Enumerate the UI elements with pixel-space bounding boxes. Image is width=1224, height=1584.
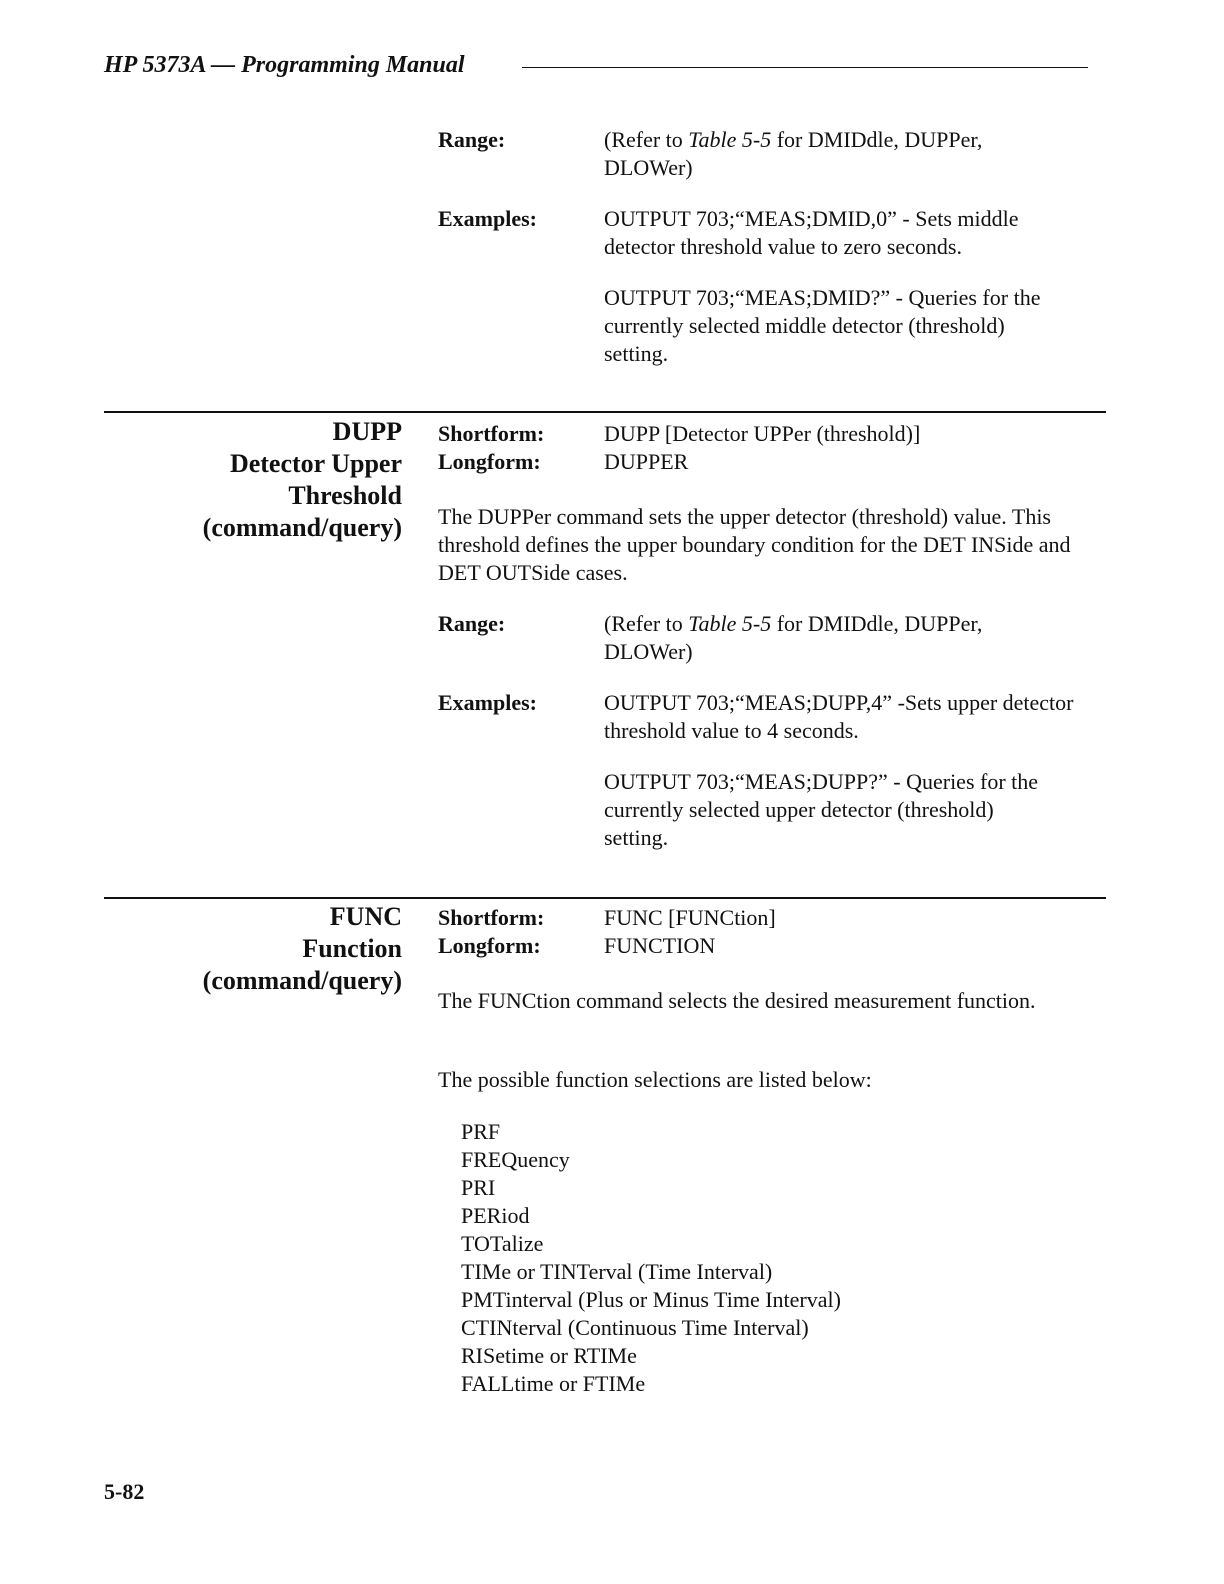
page-number: 5-82 — [104, 1479, 145, 1504]
command-name: FUNC — [329, 902, 402, 931]
command-type: (command/query) — [202, 966, 402, 995]
list-item: PERiod — [461, 1203, 530, 1228]
description: The FUNCtion command selects the desired measurement function. — [438, 988, 1036, 1013]
table-reference: Table 5-5 — [688, 611, 772, 636]
range-value: (Refer to Table 5-5 for DMIDdle, DUPPer, DLOWer) — [604, 127, 983, 180]
description: The DUPPer command sets the upper detector (threshold) value. This threshold defines the upper boundary condition for the DET INSide and DET OUTSide cases. — [438, 504, 1071, 585]
section-divider — [104, 897, 1106, 899]
command-name: DUPP — [332, 417, 402, 446]
list-item: FREQuency — [461, 1147, 570, 1172]
header-rule — [522, 67, 1088, 68]
command-title: Detector Upper — [229, 449, 402, 478]
function-list — [461, 1118, 841, 1398]
example-text: OUTPUT 703;“MEAS;DUPP?” - Queries for the currently selected upper detector (threshold) setting. — [604, 769, 1039, 850]
page-header-title: HP 5373A — Programming Manual — [104, 52, 465, 78]
range-label: Range: — [438, 127, 506, 152]
range-value: (Refer to Table 5-5 for DMIDdle, DUPPer, DLOWer) — [604, 611, 983, 664]
table-reference: Table 5-5 — [688, 127, 772, 152]
list-item: TIMe or TINTerval (Time Interval) — [461, 1259, 773, 1284]
list-item: PMTinterval (Plus or Minus Time Interval) — [461, 1287, 841, 1312]
longform-label: Longform: — [438, 449, 541, 474]
list-item: PRI — [461, 1175, 496, 1200]
list-intro: The possible function selections are listed below: — [438, 1067, 872, 1092]
func-heading — [203, 901, 402, 997]
longform-value: DUPPER — [604, 449, 689, 474]
shortform-label: Shortform: — [438, 905, 545, 930]
list-item: FALLtime or FTIMe — [461, 1371, 646, 1396]
section-divider — [104, 411, 1106, 413]
command-title: Threshold — [288, 481, 402, 510]
examples-label: Examples: — [438, 690, 537, 715]
shortform-value: FUNC [FUNCtion] — [604, 905, 776, 930]
shortform-value: DUPP [Detector UPPer (threshold)] — [604, 421, 921, 446]
command-title: Function — [302, 934, 402, 963]
longform-value: FUNCTION — [604, 933, 716, 958]
shortform-label: Shortform: — [438, 421, 545, 446]
example-text: OUTPUT 703;“MEAS;DMID?” - Queries for the currently selected middle detector (threshold) setting. — [604, 285, 1041, 366]
examples-label: Examples: — [438, 206, 537, 231]
list-item: RISetime or RTIMe — [461, 1343, 637, 1368]
list-item: PRF — [461, 1119, 501, 1144]
list-item: CTINterval (Continuous Time Interval) — [461, 1315, 809, 1340]
dupp-heading — [203, 416, 402, 544]
longform-label: Longform: — [438, 933, 541, 958]
example-text: OUTPUT 703;“MEAS;DMID,0” - Sets middle detector threshold value to zero seconds. — [604, 206, 1019, 259]
command-type: (command/query) — [202, 513, 402, 542]
range-label: Range: — [438, 611, 506, 636]
list-item: TOTalize — [461, 1231, 544, 1256]
example-text: OUTPUT 703;“MEAS;DUPP,4” -Sets upper detector threshold value to 4 seconds. — [604, 690, 1074, 743]
